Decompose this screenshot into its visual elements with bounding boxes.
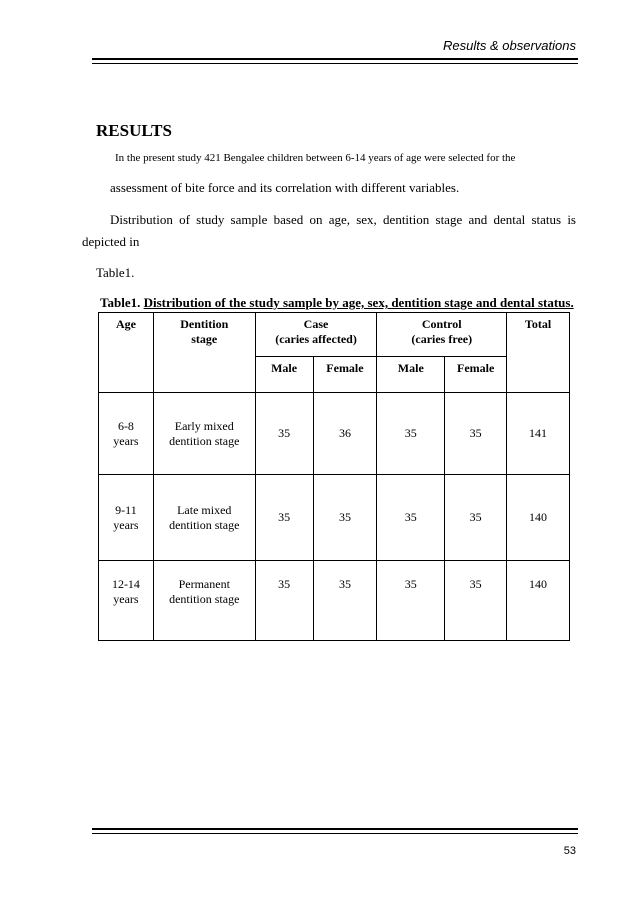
cell-age-line2: years [113, 517, 139, 532]
cell-stage [153, 561, 255, 641]
cell-case-male: 35 [255, 475, 313, 561]
cell-stage [153, 475, 255, 561]
footer-rule [92, 828, 578, 830]
cell-case-male: 35 [255, 561, 313, 641]
cell-age-line2: years [113, 592, 139, 606]
table-row [99, 561, 570, 641]
cell-total: 141 [507, 393, 570, 475]
header-rule-thin [92, 63, 578, 64]
cell-case-female: 35 [313, 475, 377, 561]
table-caption [100, 295, 574, 311]
footer-rule-thin [92, 833, 578, 834]
cell-stage-line1: Late mixed [177, 502, 232, 517]
cell-control-male: 35 [377, 561, 445, 641]
paragraph-distribution-cont: depicted in [82, 234, 140, 249]
cell-age-line1: 9-11 [115, 502, 137, 517]
paragraph-table-ref: Table1. [96, 265, 135, 280]
cell-case-female: 35 [313, 561, 377, 641]
cell-control-female: 35 [445, 561, 507, 641]
distribution-table [98, 312, 570, 641]
paragraph-intro: In the present study 421 Bengalee children between 6-14 years of age were selected for the [115, 152, 516, 164]
header-dentition-line2: stage [191, 332, 218, 346]
cell-control-female: 35 [445, 475, 507, 561]
paragraph-intro-cont: assessment of bite force and its correlation with different variables. [110, 180, 460, 195]
header-dentition-line1: Dentition [180, 317, 229, 331]
header-case-line2: (caries affected) [275, 332, 357, 346]
header-control [377, 313, 507, 357]
cell-age-line1: 12-14 [111, 577, 140, 591]
running-header: Results & observations [443, 38, 576, 53]
header-total: Total [507, 313, 570, 393]
header-control-line1: Control [421, 317, 462, 331]
page-number: 53 [563, 845, 576, 857]
cell-case-female: 36 [313, 393, 377, 475]
header-case-line1: Case [303, 317, 329, 331]
cell-case-male: 35 [255, 393, 313, 475]
cell-stage-line2: dentition stage [169, 517, 240, 532]
cell-age-line1: 6-8 [117, 418, 134, 433]
header-age: Age [99, 313, 154, 393]
cell-stage-line2: dentition stage [169, 433, 240, 448]
cell-stage-line1: Early mixed [174, 418, 234, 433]
cell-stage-line2: dentition stage [169, 592, 240, 606]
table-header-row [99, 313, 570, 357]
section-heading: RESULTS [96, 121, 172, 140]
cell-total: 140 [507, 475, 570, 561]
header-rule [92, 58, 578, 60]
cell-total: 140 [507, 561, 570, 641]
header-dentition [153, 313, 255, 393]
header-case [255, 313, 377, 357]
cell-age-line2: years [113, 433, 139, 448]
table-caption-label: Table1 [100, 295, 138, 310]
table-row [99, 475, 570, 561]
cell-control-male: 35 [377, 393, 445, 475]
paragraph-distribution: Distribution of study sample based on age, sex, dentition stage and dental status is [110, 212, 576, 227]
table-caption-sep: . [137, 295, 144, 310]
subheader-control-female: Female [445, 357, 507, 393]
table-row [99, 393, 570, 475]
cell-age [99, 393, 154, 475]
cell-age [99, 561, 154, 641]
cell-stage-line1: Permanent [178, 577, 230, 591]
cell-control-male: 35 [377, 475, 445, 561]
table-caption-text: Distribution of the study sample by age, sex, dentition stage and dental status. [143, 295, 574, 310]
header-control-line2: (caries free) [411, 332, 473, 346]
cell-age [99, 475, 154, 561]
subheader-case-male: Male [255, 357, 313, 393]
subheader-control-male: Male [377, 357, 445, 393]
subheader-case-female: Female [313, 357, 377, 393]
cell-stage [153, 393, 255, 475]
cell-control-female: 35 [445, 393, 507, 475]
